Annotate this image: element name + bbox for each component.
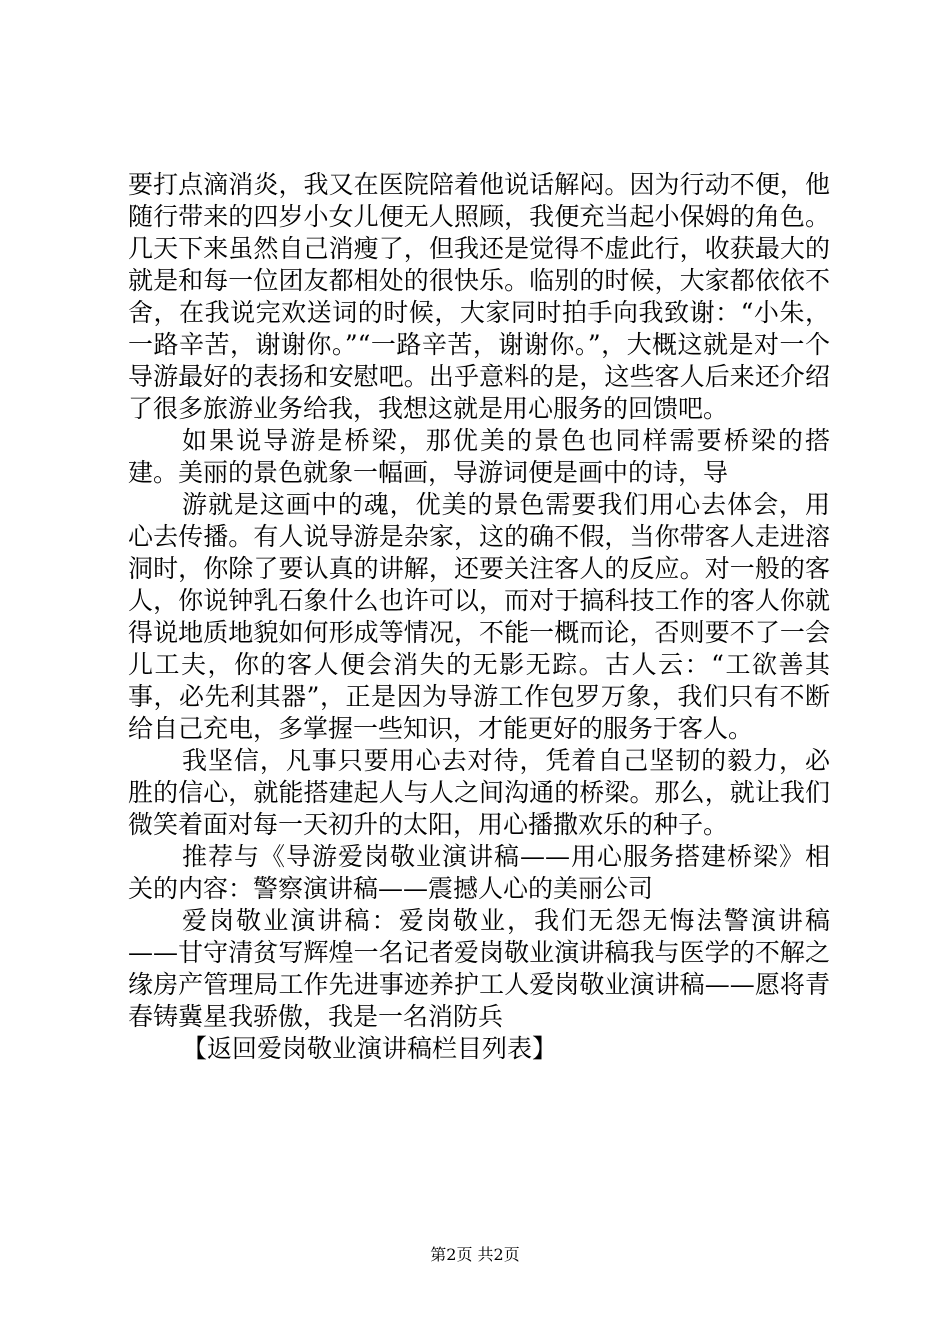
paragraph-5-related-content: 推荐与《导游爱岗敬业演讲稿——用心服务搭建桥梁》相关的内容：警察演讲稿——震撼人心的美丽公司 xyxy=(128,842,830,903)
paragraph-4: 我坚信，凡事只要用心去对待，凭着自己坚韧的毅力，必胜的信心，就能搭建起人与人之间沟通的桥梁。那么，就让我们微笑着面对每一天初升的太阳，用心播撒欢乐的种子。 xyxy=(128,746,830,839)
document-body xyxy=(128,169,830,1065)
page-number: 第2页 共2页 xyxy=(430,1245,520,1264)
paragraph-3: 游就是这画中的魂，优美的景色需要我们用心去体会，用心去传播。有人说导游是杂家，这的确不假，当你带客人走进溶洞时，你除了要认真的讲解，还要关注客人的反应。对一般的客人，你说钟乳石象什么也许可以，而对于搞科技工作的客人你就得说地质地貌如何形成等情况，不能一概而论，否则要不了一会儿工夫，你的客人便会消失的无影无踪。古人云：“工欲善其事，必先利其器”，正是因为导游工作包罗万象，我们只有不断给自己充电，多掌握一些知识，才能更好的服务于客人。 xyxy=(128,490,830,743)
paragraph-2: 如果说导游是桥梁，那优美的景色也同样需要桥梁的搭建。美丽的景色就象一幅画，导游词便是画中的诗，导 xyxy=(128,426,830,487)
paragraph-6-related-links[interactable]: 爱岗敬业演讲稿：爱岗敬业，我们无怨无悔法警演讲稿——甘守清贫写辉煌一名记者爱岗敬业演讲稿我与医学的不解之缘房产管理局工作先进事迹养护工人爱岗敬业演讲稿——愿将青春铸冀星我骄傲，我是一名消防兵 xyxy=(128,906,830,1031)
paragraph-1: 要打点滴消炎，我又在医院陪着他说话解闷。因为行动不便，他随行带来的四岁小女儿便无人照顾，我便充当起小保姆的角色。几天下来虽然自己消瘦了，但我还是觉得不虚此行，收获最大的就是和每一位团友都相处的很快乐。临别的时候，大家都依依不舍，在我说完欢送词的时候，大家同时拍手向我致谢：“小朱，一路辛苦，谢谢你。”“一路辛苦，谢谢你。”，大概这就是对一个导游最好的表扬和安慰吧。出乎意料的是，这些客人后来还介绍了很多旅游业务给我，我想这就是用心服务的回馈吧。 xyxy=(128,170,830,423)
page-footer xyxy=(0,1245,950,1265)
return-to-list-link[interactable]: 【返回爱岗敬业演讲稿栏目列表】 xyxy=(182,1034,558,1063)
